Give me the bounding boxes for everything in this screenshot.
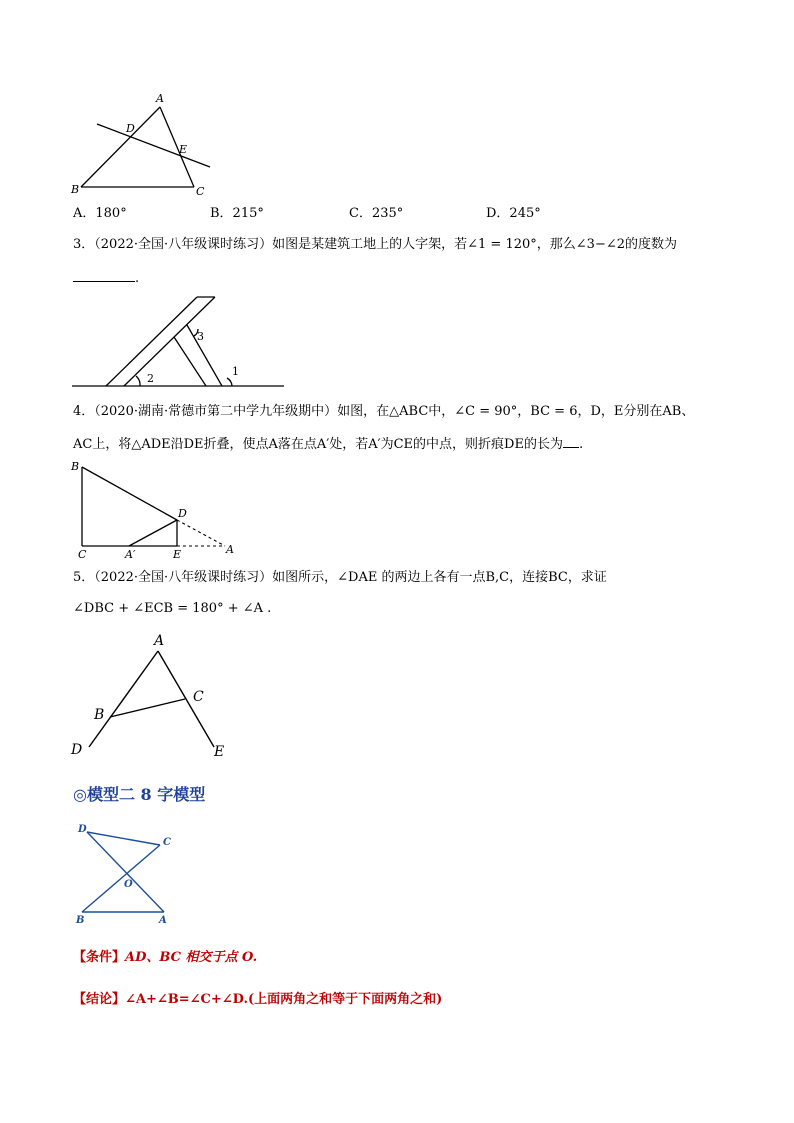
label-d: D (78, 824, 87, 835)
angle-2-arc (136, 376, 140, 386)
label-b: B (71, 183, 80, 196)
label-2: 2 (147, 372, 154, 385)
label-e: E (214, 744, 225, 760)
q4-text-line2 (73, 433, 583, 455)
q5-text-line1 (73, 568, 607, 588)
q4-number: 4． (73, 404, 95, 419)
q5-number: 5． (73, 570, 95, 585)
strut-right (187, 325, 222, 386)
q5-text-line2 (73, 599, 271, 619)
label-a: A (159, 915, 167, 926)
label-a: A (156, 92, 164, 105)
label-o: O (124, 879, 133, 890)
label-c: C (193, 689, 204, 705)
label-e: E (173, 548, 182, 561)
strut-left (174, 337, 206, 386)
segment-da1 (129, 520, 177, 546)
q3-text (73, 235, 677, 255)
condition-text: AD、BC 相交于点 O. (125, 950, 258, 965)
side-ab (81, 107, 160, 187)
option-c[interactable]: C．235° (349, 206, 404, 221)
conclusion-line (73, 988, 442, 1007)
label-a: A (226, 543, 234, 556)
q4-source: （2020·湖南·常德市第二中学九年级期中） (94, 404, 338, 419)
transversal-de (97, 124, 210, 167)
q4-text-line1 (73, 402, 694, 422)
segment-cb (82, 845, 160, 912)
label-d: D (71, 742, 83, 758)
side-bd (82, 467, 177, 520)
condition-line (73, 946, 257, 965)
ray-ad (89, 651, 158, 747)
q4-body-2: AC上，将△ADE沿DE折叠，使点A落在点A′处，若A′为CE的中点，则折痕DE的长为 (73, 437, 563, 452)
model2-heading: ◎模型二 8 字模型 (73, 785, 206, 804)
label-a: A (154, 633, 165, 649)
q3-answer-line (73, 267, 139, 289)
q4-answer-blank[interactable] (563, 433, 579, 448)
label-d: D (126, 122, 135, 135)
q5-figure (65, 628, 235, 763)
label-e: E (179, 143, 188, 156)
q3-number: 3． (73, 237, 95, 252)
label-a-prime: A′ (125, 548, 136, 561)
q3-answer-blank[interactable] (73, 267, 135, 282)
option-a[interactable]: A．180° (73, 206, 127, 221)
side-ac (160, 107, 194, 187)
label-c: C (196, 185, 205, 198)
q3-figure (70, 292, 290, 392)
label-3: 3 (197, 330, 204, 343)
q5-body-1: 如图所示，∠DAE 的两边上各有一点B,C，连接BC，求证 (272, 570, 607, 585)
figure-8-diagram (72, 820, 182, 930)
label-b: B (94, 707, 105, 723)
q5-source: （2022·全国·八年级课时练习） (94, 570, 273, 585)
dashed-da (177, 520, 225, 546)
label-b: B (76, 915, 85, 926)
q3-source: （2022·全国·八年级课时练习） (94, 237, 273, 252)
ray-ae (158, 651, 214, 747)
q3-body: 如图是某建筑工地上的人字架，若∠1 = 120°，那么∠3−∠2的度数为 (272, 237, 677, 252)
label-c: C (78, 548, 87, 561)
q4-end: . (578, 437, 584, 452)
q4-body-1: 如图，在△ABC中，∠C = 90°，BC = 6，D，E分别在AB、 (337, 404, 695, 419)
condition-tag: 【条件】 (73, 950, 126, 965)
conclusion-text: ∠A+∠B=∠C+∠D.(上面两角之和等于下面两角之和) (125, 992, 443, 1007)
q2-figure (60, 90, 230, 210)
option-d[interactable]: D．245° (486, 206, 541, 221)
label-b: B (71, 460, 80, 473)
q4-figure (65, 455, 245, 565)
q5-body-2: ∠DBC + ∠ECB = 180° + ∠A . (73, 601, 272, 616)
option-b[interactable]: B．215° (210, 206, 264, 221)
label-c: C (163, 837, 171, 848)
conclusion-tag: 【结论】 (73, 992, 126, 1007)
angle-1-arc (227, 378, 232, 386)
q3-end: . (135, 271, 140, 286)
label-d: D (178, 507, 187, 520)
label-1: 1 (232, 365, 239, 378)
